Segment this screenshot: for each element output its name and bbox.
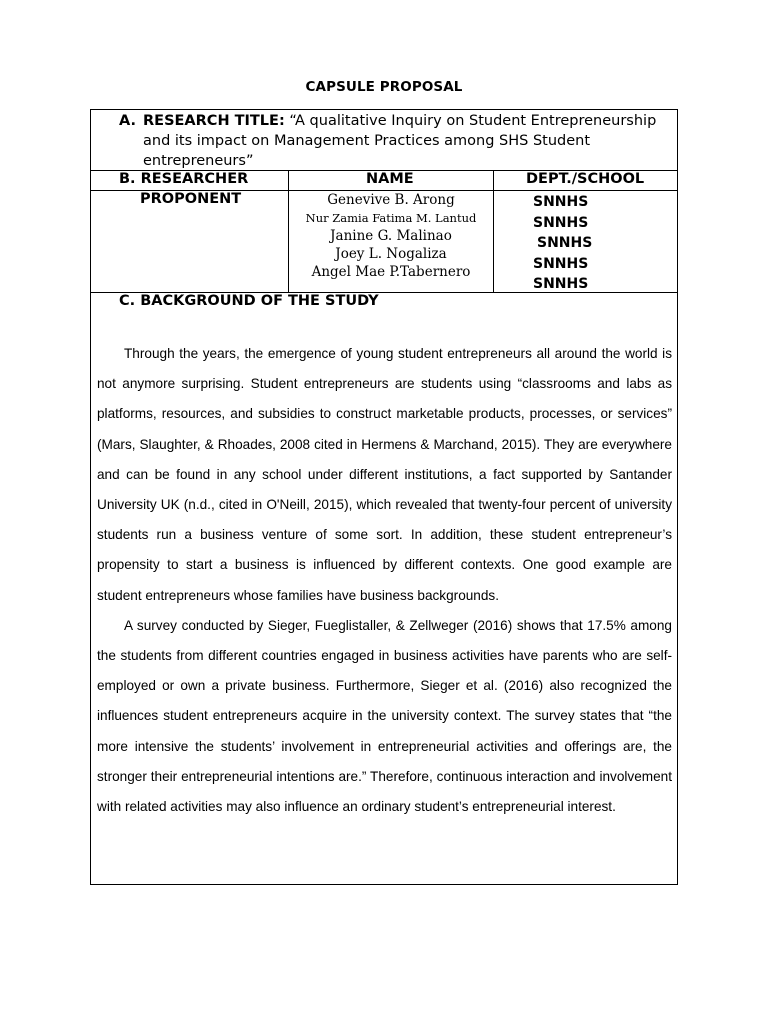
background-paragraph: A survey conducted by Sieger, Fueglistaller, & Zellweger (2016) shows that 17.5% among the students from different countries engaged in business activities have parents who are self-employed or own a private business. Furthermore, Sieger et al. (2016) also recognized the influences student entrepreneurs acquire in the university context. The survey states that “the more intensive the students’ involvement in entrepreneurial activities and offerings are, the stronger their entrepreneurial intentions are.” Therefore, continuous interaction and involvement with related activities may also influence an ordinary student’s entrepreneurial interest. (97, 617, 672, 815)
researcher-depts (533, 192, 592, 295)
background-body (97, 339, 672, 822)
research-title-section (119, 111, 674, 171)
researcher-dept: SNNHS (533, 255, 589, 272)
research-title-label: RESEARCH TITLE: (143, 113, 285, 129)
researcher-names (289, 191, 493, 281)
researcher-dept: SNNHS (533, 214, 589, 231)
researcher-name: Nur Zamia Fatima M. Lantud (305, 211, 477, 225)
researcher-dept: SNNHS (533, 194, 589, 210)
researcher-label: B. RESEARCHER (119, 171, 249, 187)
proponent-label: PROPONENT (140, 191, 242, 207)
researcher-name: Joey L. Nogaliza (335, 246, 447, 262)
researcher-name: Janine G. Malinao (330, 228, 452, 244)
proposal-form (90, 109, 678, 885)
column-divider-2 (493, 170, 494, 292)
background-heading: C. BACKGROUND OF THE STUDY (119, 293, 379, 309)
name-column-header: NAME (366, 171, 414, 187)
background-paragraph: Through the years, the emergence of young student entrepreneurs all around the world is not anymore surprising. Student entrepreneurs are students using “classrooms and labs as platforms, resources, and subsidies to construct marketable products, processes, or services” (Mars, Slaughter, & Rhoades, 2008 cited in Hermens & Marchand, 2015). They are everywhere and can be found in any school under different institutions, a fact supported by Santander University UK (n.d., cited in O'Neill, 2015), which revealed that twenty-four percent of university students run a business venture of some sort. In addition, these student entrepreneur’s propensity to start a business is influenced by different contexts. One good example are student entrepreneurs whose families have business backgrounds. (97, 346, 672, 603)
researcher-dept: SNNHS (533, 276, 589, 292)
document-title: CAPSULE PROPOSAL (305, 79, 463, 95)
researcher-name: Genevive B. Arong (327, 192, 455, 208)
section-a-letter: A. (119, 113, 136, 129)
researcher-name: Angel Mae P.Tabernero (311, 264, 471, 280)
research-title-text: “A qualitative Inquiry on Student Entrepreneurship and its impact on Management Practices among SHS Student entrepreneurs” (143, 113, 657, 169)
dept-column-header: DEPT./SCHOOL (526, 171, 645, 187)
researcher-dept: SNNHS (537, 235, 593, 251)
